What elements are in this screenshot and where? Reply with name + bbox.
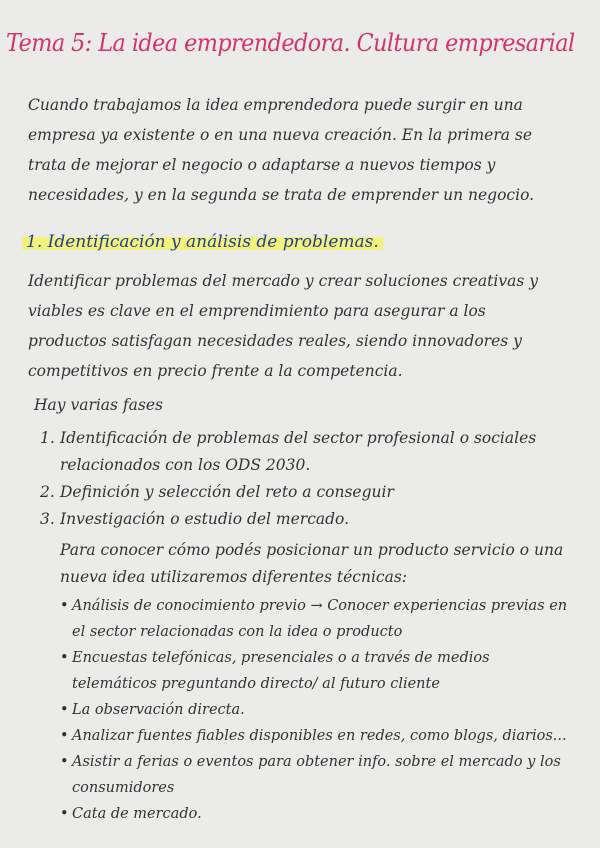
bullet-icon: • bbox=[60, 728, 69, 744]
phases-intro: Hay varias fases bbox=[34, 396, 163, 414]
phase-number: 1. bbox=[40, 429, 55, 447]
phase-text: Definición y selección del reto a conseguir bbox=[60, 483, 394, 501]
bullet-icon: • bbox=[60, 598, 69, 614]
phase-text: Investigación o estudio del mercado. bbox=[60, 510, 350, 528]
phases-list bbox=[40, 425, 570, 827]
page-title: Tema 5: La idea emprendedora. Cultura empresarial bbox=[6, 29, 575, 57]
technique-item bbox=[60, 801, 570, 827]
bullet-icon: • bbox=[60, 702, 69, 718]
technique-text: Cata de mercado. bbox=[72, 806, 202, 822]
phase-item bbox=[40, 425, 570, 479]
technique-text: Analizar fuentes fiables disponibles en redes, como blogs, diarios... bbox=[72, 728, 567, 744]
intro-paragraph: Cuando trabajamos la idea emprendedora puede surgir en una empresa ya existente o en una nueva creación. En la primera se trata de mejorar el negocio o adaptarse a nuevos tiempos y necesidades, y en la segunda se trata de emprender un negocio. bbox=[28, 96, 535, 204]
section-paragraph: Identificar problemas del mercado y crear soluciones creativas y viables es clave en el emprendimiento para asegurar a los productos satisfagan necesidades reales, siendo innovadores y competitivos en precio frente a la competencia. bbox=[28, 272, 538, 380]
phase-number: 3. bbox=[40, 510, 55, 528]
phase-3-detail bbox=[60, 537, 570, 827]
technique-item bbox=[60, 723, 570, 749]
phase-number: 2. bbox=[40, 483, 55, 501]
bullet-icon: • bbox=[60, 806, 69, 822]
phase-item bbox=[40, 506, 570, 533]
technique-text: Análisis de conocimiento previo → Conocer experiencias previas en el sector relacionadas con la idea o producto bbox=[72, 598, 568, 640]
technique-text: Asistir a ferias o eventos para obtener info. sobre el mercado y los consumidores bbox=[72, 754, 561, 796]
technique-item bbox=[60, 645, 570, 697]
bullet-icon: • bbox=[60, 650, 69, 666]
technique-item bbox=[60, 593, 570, 645]
phase-item bbox=[40, 479, 570, 506]
technique-text: La observación directa. bbox=[72, 702, 245, 718]
section-heading bbox=[22, 232, 383, 252]
technique-item bbox=[60, 749, 570, 801]
bullet-icon: • bbox=[60, 754, 69, 770]
technique-text: Encuestas telefónicas, presenciales o a través de medios telemáticos preguntando directo/ al futuro cliente bbox=[72, 650, 490, 692]
phase-3-lead: Para conocer cómo podés posicionar un producto servicio o una nueva idea utilizaremos diferentes técnicas: bbox=[60, 541, 564, 586]
section-heading-text: 1. Identificación y análisis de problemas. bbox=[22, 232, 383, 252]
phase-detail bbox=[40, 537, 570, 827]
phase-text: Identificación de problemas del sector profesional o sociales relacionados con los ODS 2030. bbox=[60, 429, 537, 474]
technique-item bbox=[60, 697, 570, 723]
techniques-list bbox=[60, 593, 570, 827]
